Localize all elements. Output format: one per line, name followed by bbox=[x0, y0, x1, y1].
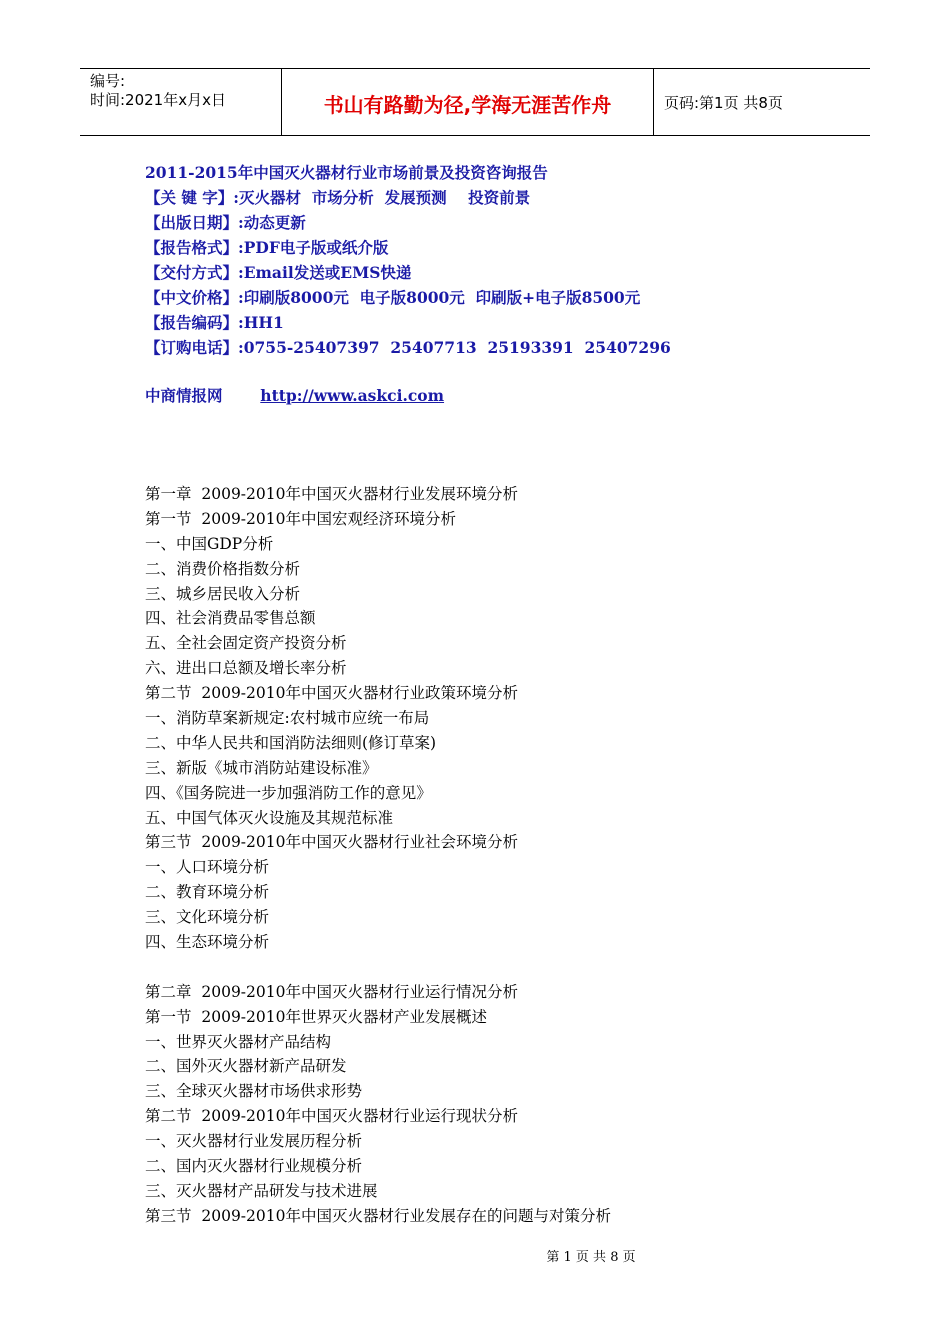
toc-entry: 一、灭火器材行业发展历程分析 bbox=[145, 1132, 363, 1151]
report-info bbox=[145, 160, 671, 360]
info-row-phone: 【订购电话】:0755-25407397 25407713 25193391 25407296 bbox=[145, 338, 671, 357]
toc-entry: 第三节 2009-2010年中国灭火器材行业社会环境分析 bbox=[145, 833, 518, 852]
toc-entry: 四、《国务院进一步加强消防工作的意见》 bbox=[145, 783, 432, 802]
info-row-price: 【中文价格】:印刷版8000元 电子版8000元 印刷版+电子版8500元 bbox=[145, 288, 641, 307]
serial-label: 编号: bbox=[90, 72, 126, 90]
toc-entry: 六、进出口总额及增长率分析 bbox=[145, 659, 347, 678]
info-row-code: 【报告编码】:HH1 bbox=[145, 313, 284, 332]
site-name: 中商情报网 bbox=[145, 386, 223, 405]
toc-gap bbox=[145, 955, 611, 980]
toc-entry: 第二节 2009-2010年中国灭火器材行业政策环境分析 bbox=[145, 684, 518, 703]
toc-entry: 三、新版《城市消防站建设标准》 bbox=[145, 758, 378, 777]
toc-entry: 二、中华人民共和国消防法细则(修订草案) bbox=[145, 733, 437, 752]
header-page-cell bbox=[654, 69, 870, 135]
toc-entry: 四、生态环境分析 bbox=[145, 933, 270, 952]
toc-entry: 五、全社会固定资产投资分析 bbox=[145, 634, 347, 653]
toc-entry: 四、社会消费品零售总额 bbox=[145, 609, 316, 628]
site-url-link[interactable]: http://www.askci.com bbox=[260, 386, 445, 405]
info-row-delivery: 【交付方式】:Email发送或EMS快递 bbox=[145, 263, 412, 282]
toc-entry: 三、全球灭火器材市场供求形势 bbox=[145, 1082, 363, 1101]
toc-entry: 第一章 2009-2010年中国灭火器材行业发展环境分析 bbox=[145, 485, 518, 503]
info-row-date: 【出版日期】:动态更新 bbox=[145, 213, 306, 232]
toc-entry: 第一节 2009-2010年世界灭火器材产业发展概述 bbox=[145, 1007, 487, 1026]
toc-entry: 一、消防草案新规定:农村城市应统一布局 bbox=[145, 709, 430, 728]
header-motto-cell bbox=[282, 69, 654, 135]
header-left-cell bbox=[80, 69, 282, 135]
toc-chapter-2 bbox=[145, 980, 611, 1229]
info-row-format: 【报告格式】:PDF电子版或纸介版 bbox=[145, 238, 389, 257]
toc-entry: 二、国内灭火器材行业规模分析 bbox=[145, 1157, 363, 1176]
toc-entry: 五、中国气体灭火设施及其规范标准 bbox=[145, 808, 394, 827]
page-footer: 第 1 页 共 8 页 bbox=[546, 1250, 636, 1265]
page-info: 页码:第1页 共8页 bbox=[664, 93, 783, 112]
toc-entry: 三、灭火器材产品研发与技术进展 bbox=[145, 1181, 378, 1200]
table-of-contents bbox=[145, 482, 611, 1229]
toc-entry: 一、人口环境分析 bbox=[145, 858, 270, 877]
motto-text: 书山有路勤为径,学海无涯苦作舟 bbox=[323, 92, 612, 117]
toc-chapter-1 bbox=[145, 482, 611, 955]
toc-entry: 二、消费价格指数分析 bbox=[145, 559, 301, 578]
toc-entry: 一、世界灭火器材产品结构 bbox=[145, 1032, 332, 1051]
toc-entry: 三、城乡居民收入分析 bbox=[145, 584, 301, 603]
toc-entry: 第三节 2009-2010年中国灭火器材行业发展存在的问题与对策分析 bbox=[145, 1206, 611, 1225]
toc-entry: 二、教育环境分析 bbox=[145, 883, 270, 902]
toc-entry: 二、国外灭火器材新产品研发 bbox=[145, 1057, 347, 1076]
header-table bbox=[80, 68, 870, 136]
info-row-keywords: 【关 键 字】:灭火器材 市场分析 发展预测 投资前景 bbox=[145, 188, 531, 207]
time-label: 时间:2021年x月x日 bbox=[90, 91, 226, 109]
report-title: 2011-2015年中国灭火器材行业市场前景及投资咨询报告 bbox=[145, 163, 548, 182]
toc-entry: 第二章 2009-2010年中国灭火器材行业运行情况分析 bbox=[145, 982, 518, 1001]
toc-entry: 三、文化环境分析 bbox=[145, 908, 270, 927]
toc-entry: 第一节 2009-2010年中国宏观经济环境分析 bbox=[145, 509, 456, 528]
toc-entry: 一、中国GDP分析 bbox=[145, 534, 274, 553]
toc-entry: 第二节 2009-2010年中国灭火器材行业运行现状分析 bbox=[145, 1107, 518, 1126]
site-line bbox=[145, 383, 444, 408]
